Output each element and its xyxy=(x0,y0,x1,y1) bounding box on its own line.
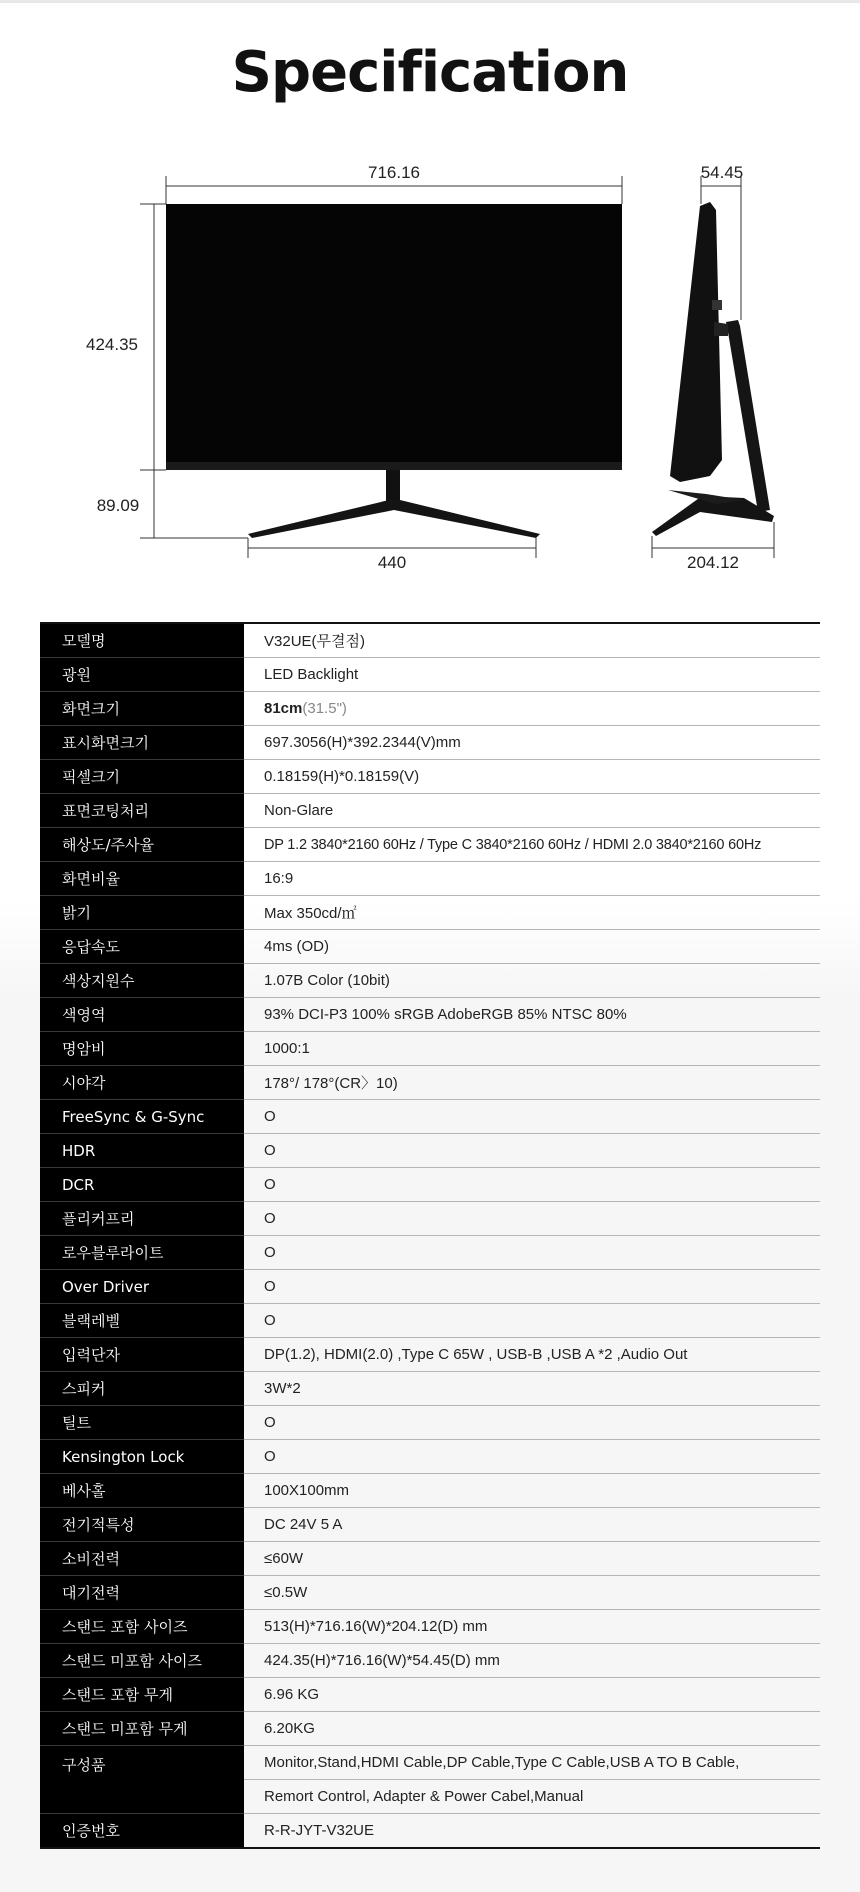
spec-label: 플리커프리 xyxy=(40,1202,244,1236)
spec-label: 모델명 xyxy=(40,623,244,658)
spec-label: 베사홀 xyxy=(40,1474,244,1508)
table-row xyxy=(40,1814,820,1849)
table-row xyxy=(40,1270,820,1304)
spec-value: O xyxy=(244,1134,820,1168)
table-row xyxy=(40,692,820,726)
spec-label: 인증번호 xyxy=(40,1814,244,1849)
screen-size-cm: 81cm xyxy=(264,700,303,717)
spec-label: DCR xyxy=(40,1168,244,1202)
table-row xyxy=(40,1678,820,1712)
spec-value: ≤60W xyxy=(244,1542,820,1576)
table-row xyxy=(40,1576,820,1610)
spec-value: LED Backlight xyxy=(244,658,820,692)
spec-value: 93% DCI-P3 100% sRGB AdobeRGB 85% NTSC 80% xyxy=(244,998,820,1032)
spec-value: Max 350cd/㎡ xyxy=(244,896,820,930)
table-row xyxy=(40,760,820,794)
spec-label: 표면코팅처리 xyxy=(40,794,244,828)
spec-label: FreeSync & G-Sync xyxy=(40,1100,244,1134)
spec-label: 픽셀크기 xyxy=(40,760,244,794)
stand-width-label: 440 xyxy=(377,553,407,572)
spec-label: HDR xyxy=(40,1134,244,1168)
table-row xyxy=(40,1372,820,1406)
front-width-label: 716.16 xyxy=(368,163,420,182)
spec-value: 0.18159(H)*0.18159(V) xyxy=(244,760,820,794)
spec-value: 1000:1 xyxy=(244,1032,820,1066)
spec-value: 100X100mm xyxy=(244,1474,820,1508)
spec-value: Monitor,Stand,HDMI Cable,DP Cable,Type C Cable,USB A TO B Cable, xyxy=(244,1746,820,1780)
spec-value: DP 1.2 3840*2160 60Hz / Type C 3840*2160 60Hz / HDMI 2.0 3840*2160 60Hz xyxy=(244,828,820,862)
table-row xyxy=(40,1338,820,1372)
side-depth-base-label: 204.12 xyxy=(687,553,739,572)
spec-value: V32UE(무결점) xyxy=(244,623,820,658)
spec-label: 해상도/주사율 xyxy=(40,828,244,862)
table-row xyxy=(40,1508,820,1542)
spec-value: Non-Glare xyxy=(244,794,820,828)
side-depth-top-label: 54.45 xyxy=(700,163,744,182)
table-row xyxy=(40,1236,820,1270)
table-row xyxy=(40,964,820,998)
spec-value: 697.3056(H)*392.2344(V)mm xyxy=(244,726,820,760)
table-row xyxy=(40,1304,820,1338)
top-divider xyxy=(0,0,860,3)
spec-label: 명암비 xyxy=(40,1032,244,1066)
spec-label: Over Driver xyxy=(40,1270,244,1304)
spec-value: O xyxy=(244,1304,820,1338)
table-row xyxy=(40,1168,820,1202)
table-row xyxy=(40,1032,820,1066)
page-title: Specification xyxy=(231,40,629,105)
spec-value xyxy=(244,692,820,726)
spec-label: 로우블루라이트 xyxy=(40,1236,244,1270)
spec-label: 대기전력 xyxy=(40,1576,244,1610)
table-row xyxy=(40,658,820,692)
spec-label: 색영역 xyxy=(40,998,244,1032)
spec-value: 1.07B Color (10bit) xyxy=(244,964,820,998)
spec-value: O xyxy=(244,1406,820,1440)
table-row xyxy=(40,1542,820,1576)
spec-label: 스탠드 포함 사이즈 xyxy=(40,1610,244,1644)
side-view-monitor xyxy=(652,202,774,536)
spec-label: 광원 xyxy=(40,658,244,692)
table-row xyxy=(40,1712,820,1746)
table-row xyxy=(40,930,820,964)
spec-value: O xyxy=(244,1168,820,1202)
dimension-drawing xyxy=(0,150,860,580)
spec-label: 표시화면크기 xyxy=(40,726,244,760)
spec-label: 스탠드 포함 무게 xyxy=(40,1678,244,1712)
spec-value: 3W*2 xyxy=(244,1372,820,1406)
table-row xyxy=(40,623,820,658)
spec-label: 스탠드 미포함 무게 xyxy=(40,1712,244,1746)
table-row xyxy=(40,1644,820,1678)
table-row xyxy=(40,794,820,828)
table-row xyxy=(40,1100,820,1134)
spec-value: 6.20KG xyxy=(244,1712,820,1746)
spec-value: O xyxy=(244,1270,820,1304)
spec-value: 178°/ 178°(CR〉10) xyxy=(244,1066,820,1100)
table-row xyxy=(40,1746,820,1780)
spec-label: 화면비율 xyxy=(40,862,244,896)
spec-value-continued: Remort Control, Adapter & Power Cabel,Manual xyxy=(244,1780,820,1814)
table-row xyxy=(40,1202,820,1236)
stand-height-label: 89.09 xyxy=(96,496,140,515)
spec-label: 구성품 xyxy=(40,1746,244,1814)
spec-label: 밝기 xyxy=(40,896,244,930)
spec-value: O xyxy=(244,1236,820,1270)
table-row xyxy=(40,1440,820,1474)
spec-value: DC 24V 5 A xyxy=(244,1508,820,1542)
table-row xyxy=(40,828,820,862)
spec-value: O xyxy=(244,1202,820,1236)
spec-label: Kensington Lock xyxy=(40,1440,244,1474)
spec-value: 513(H)*716.16(W)*204.12(D) mm xyxy=(244,1610,820,1644)
spec-value: DP(1.2), HDMI(2.0) ,Type C 65W , USB-B ,USB A *2 ,Audio Out xyxy=(244,1338,820,1372)
table-row xyxy=(40,998,820,1032)
spec-label: 색상지원수 xyxy=(40,964,244,998)
table-row xyxy=(40,1406,820,1440)
spec-label: 입력단자 xyxy=(40,1338,244,1372)
spec-label: 화면크기 xyxy=(40,692,244,726)
table-row xyxy=(40,896,820,930)
table-row xyxy=(40,1134,820,1168)
spec-value: ≤0.5W xyxy=(244,1576,820,1610)
table-row xyxy=(40,1066,820,1100)
spec-value: 6.96 KG xyxy=(244,1678,820,1712)
spec-label: 소비전력 xyxy=(40,1542,244,1576)
spec-label: 시야각 xyxy=(40,1066,244,1100)
spec-value: O xyxy=(244,1100,820,1134)
screen-size-inch: (31.5") xyxy=(302,700,347,717)
spec-value: 4ms (OD) xyxy=(244,930,820,964)
spec-value: 424.35(H)*716.16(W)*54.45(D) mm xyxy=(244,1644,820,1678)
spec-label: 스피커 xyxy=(40,1372,244,1406)
spec-label: 스탠드 미포함 사이즈 xyxy=(40,1644,244,1678)
table-row xyxy=(40,1610,820,1644)
spec-value: O xyxy=(244,1440,820,1474)
spec-table xyxy=(40,622,820,1849)
spec-label: 블랙레벨 xyxy=(40,1304,244,1338)
table-row xyxy=(40,1474,820,1508)
table-row xyxy=(40,726,820,760)
table-row xyxy=(40,862,820,896)
front-view-monitor xyxy=(166,204,622,538)
front-height-label: 424.35 xyxy=(86,335,138,354)
spec-label: 틸트 xyxy=(40,1406,244,1440)
spec-label: 전기적특성 xyxy=(40,1508,244,1542)
spec-value: R-R-JYT-V32UE xyxy=(264,1822,375,1839)
spec-label: 응답속도 xyxy=(40,930,244,964)
spec-value: 16:9 xyxy=(244,862,820,896)
